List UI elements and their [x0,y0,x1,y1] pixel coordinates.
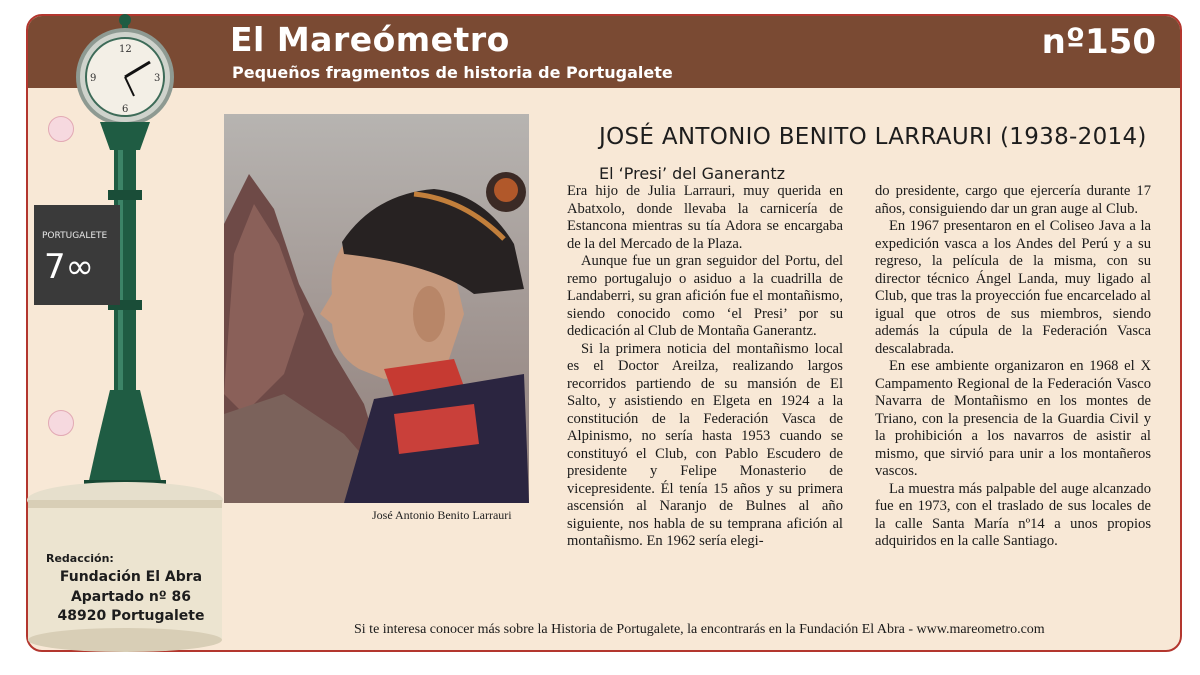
paragraph: Si la primera noticia del montañismo local es el Doctor Areilza, realizando largos recorridos partiendo de su mansión de El Salto, y asistiendo en Elgeta en 1924 a la constitución de la Federación Vasca de Alpinismo, no sería hasta 1953 cuando se constituyó el Club, con Pablo Escudero de presidente y Felipe Monasterio de vicepresidente. Él tenía 15 años y su primera ascensión al Naranjo de Bulnes al año siguiente, nos habla de su temprana afición al montañismo. En 1962 sería elegi- [567,340,843,549]
article-subtitle: El ‘Presi’ del Ganerantz [599,164,786,183]
footer-note: Si te interesa conocer más sobre la Historia de Portugalete, la encontrarás en la Fundación El Abra - www.mareometro.com [354,622,1045,637]
svg-text:6: 6 [122,104,129,115]
svg-text:9: 9 [90,73,97,84]
article-title: JOSÉ ANTONIO BENITO LARRAURI (1938-2014) [599,124,1147,150]
paragraph: En ese ambiente organizaron en 1968 el X Campamento Regional de la Federación Vasco Navarra de Montañismo en los montes de Triano, con la presencia de la Guardia Civil y la prohibición a los navarros de asistir al mismo, que sirvió para unir a los montañeros vascos. [875,358,1151,479]
address-line-2: Apartado nº 86 [70,589,192,605]
sign-number: 7∞ [44,247,94,287]
address-line-1: Fundación El Abra [59,569,203,585]
svg-text:12: 12 [119,44,132,55]
paragraph: La muestra más palpable del auge alcanzado fue en 1973, con el traslado de sus locales de la calle Santa María nº14 a unos propios adquiridos en la calle Santiago. [875,480,1151,549]
paragraph: En 1967 presentaron en el Coliseo Java a la expedición vasca a los Andes del Perú y a su regreso, la película de la misma, con su director técnico Ángel Landa, muy ligado al Club, que tras la proyección fue encarcelado al igual que otros de sus miembros, siendo además la cúpula de la Federación Vasca descalabrada. [875,218,1151,357]
article-column-1 [567,183,843,551]
portrait-illustration [224,114,529,503]
redaccion-label: Redacción: [46,552,114,565]
publication-subtitle: Pequeños fragmentos de historia de Portugalete [232,63,673,82]
paragraph: Aunque fue un gran seguidor del Portu, del remo portugalujo o asiduo a la cuadrilla de Landaberri, su gran afición fue el montañismo, siendo conocido como ‘el Presi’ por su dedicación al Club de Montaña Ganerantz. [567,253,843,339]
paragraph: Era hijo de Julia Larrauri, muy querida en Abatxolo, donde llevaba la carnicería de Estancona mientras su tía Adora se encargaba de la del Mercado de la Plaza. [567,183,843,252]
sign-label: PORTUGALETE [42,231,108,241]
address-line-3: 48920 Portugalete [57,608,205,624]
issue-number: nº150 [1041,22,1156,62]
paragraph: do presidente, cargo que ejercería durante 17 años, consiguiendo dar un gran auge al Club. [875,183,1151,217]
publication-title: El Mareómetro [230,20,510,59]
article-column-2 [875,183,1151,551]
portrait-photo [224,114,529,503]
photo-caption: José Antonio Benito Larrauri [372,508,512,522]
svg-text:3: 3 [154,73,161,84]
